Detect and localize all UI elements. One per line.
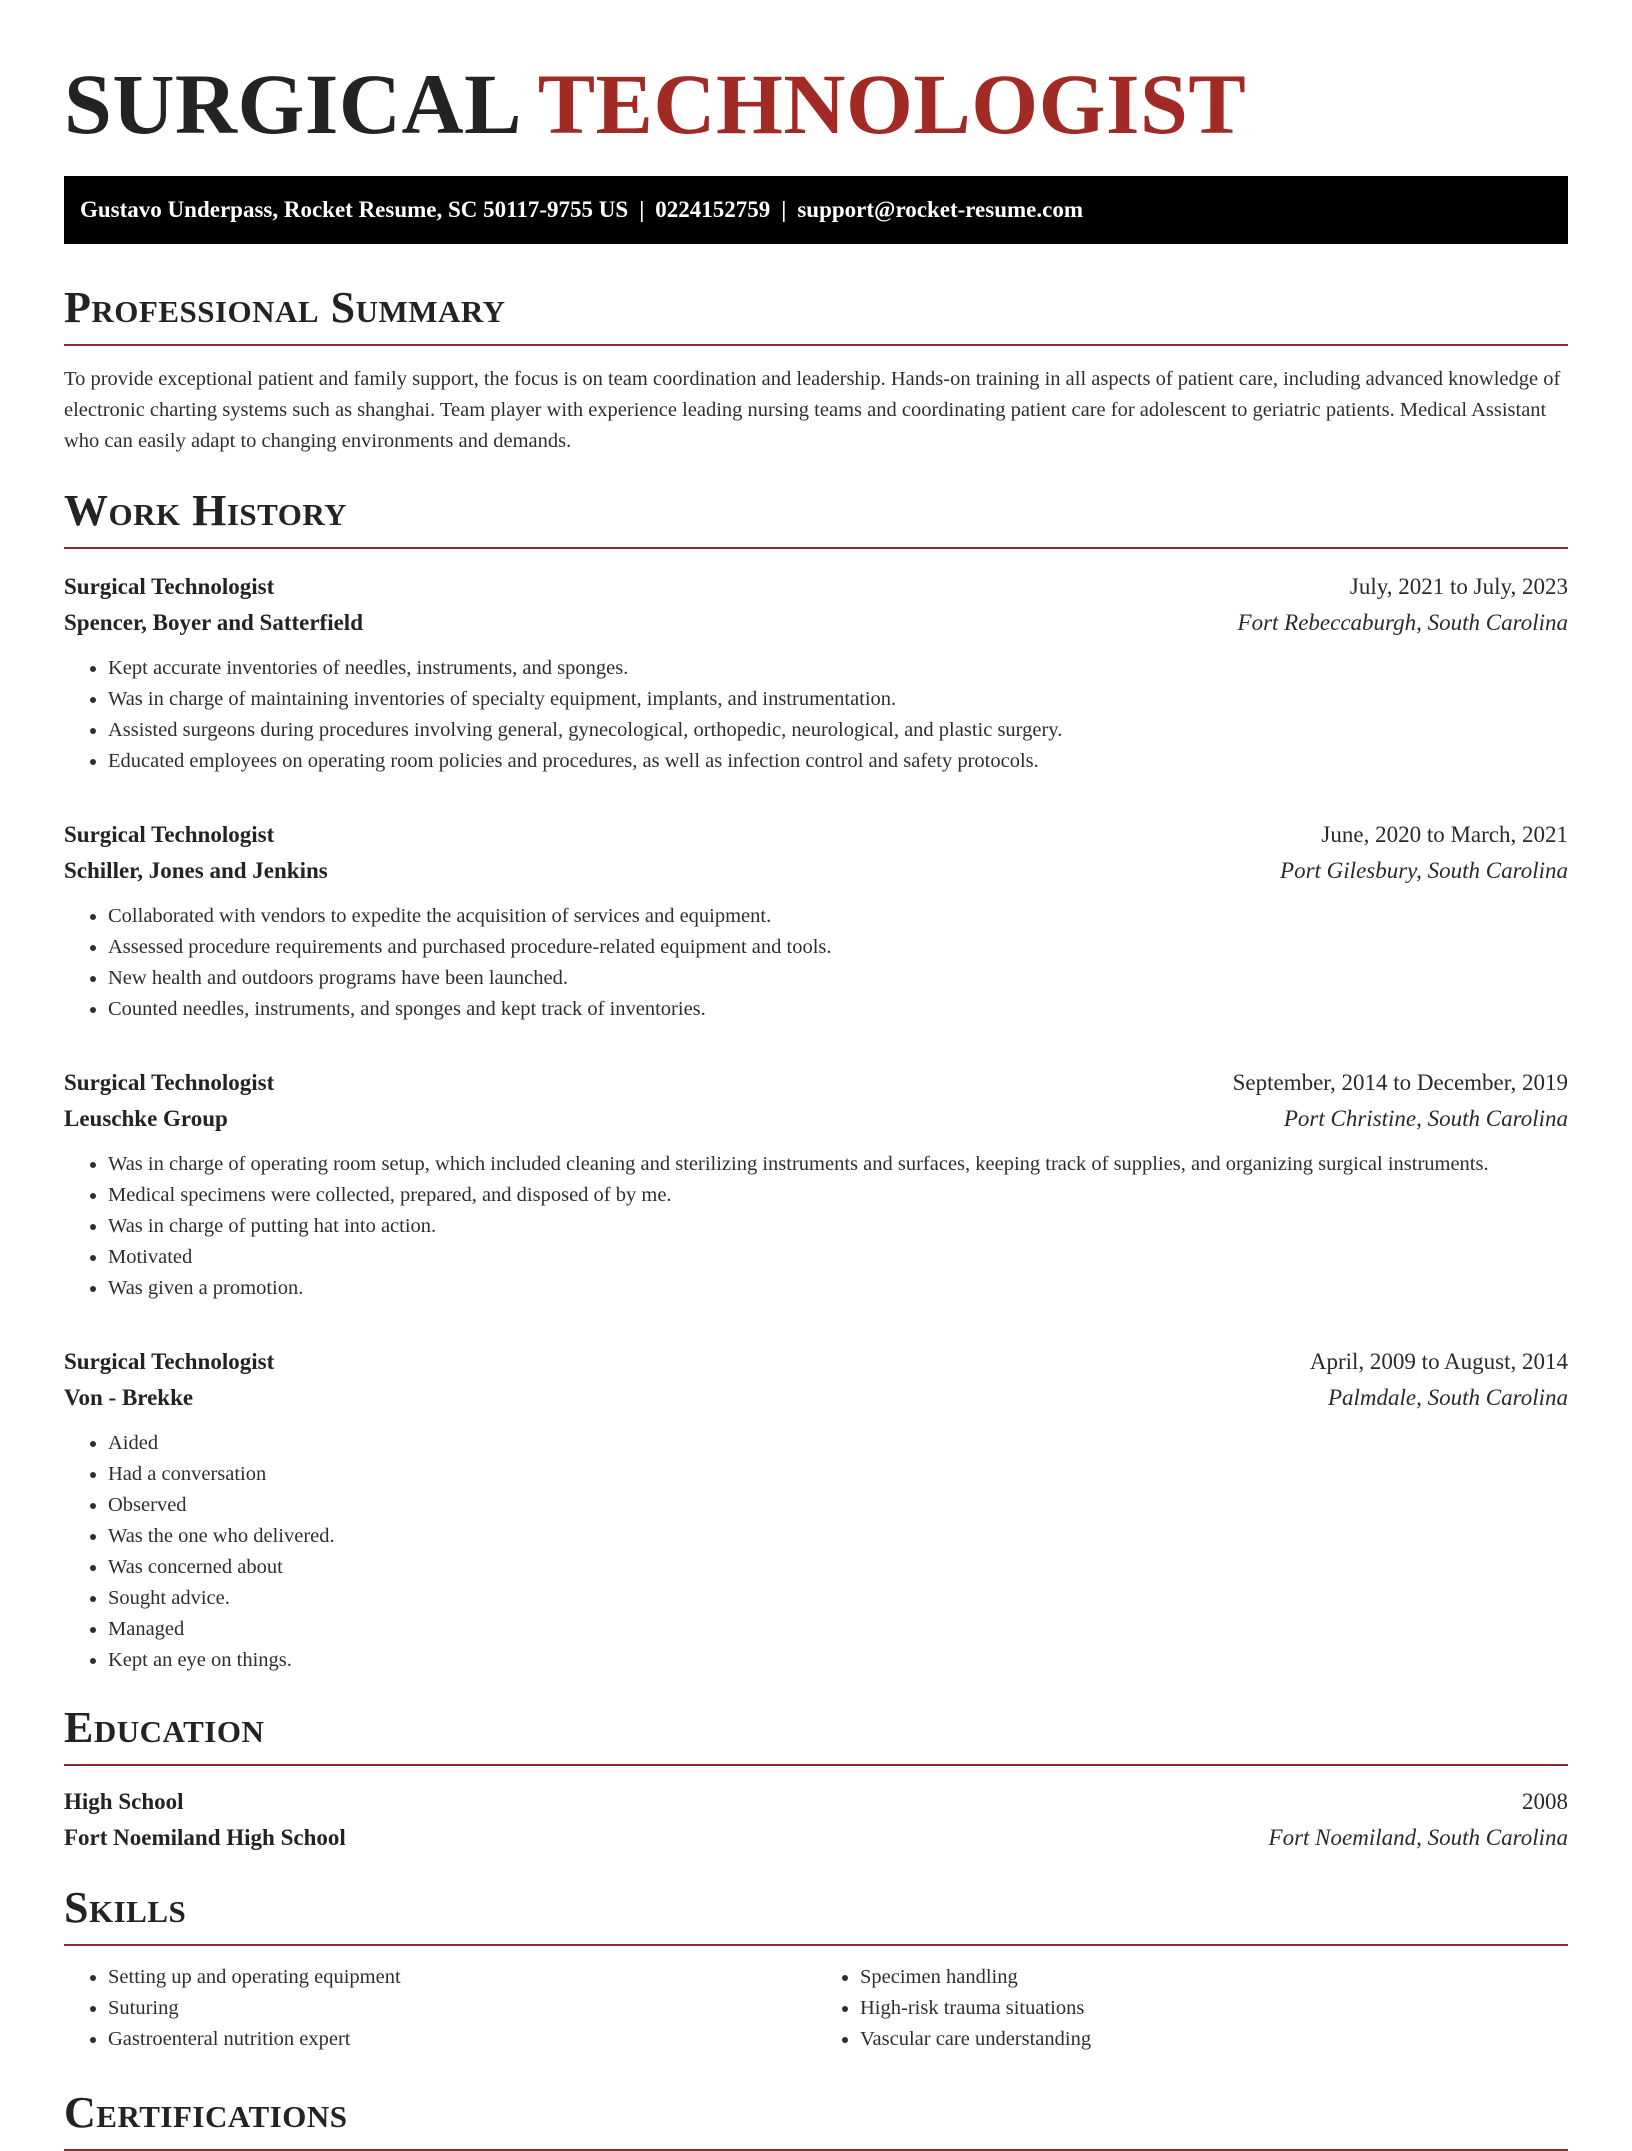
list-item: • Kept accurate inventories of needles, instruments, and sponges. — [108, 653, 1568, 684]
list-item: • Assisted surgeons during procedures involving general, gynecological, orthopedic, neurological, and plastic surgery. — [108, 715, 1568, 746]
job-company: Von - Brekke — [64, 1385, 194, 1410]
list-item: • Managed — [108, 1614, 1568, 1645]
education-school: Fort Noemiland High School — [64, 1825, 346, 1850]
contact-separator: | — [639, 197, 645, 222]
section-heading-work-history: Work History — [64, 485, 1568, 549]
list-item: • Was in charge of putting hat into action. — [108, 1211, 1568, 1242]
list-item: • Assessed procedure requirements and purchased procedure-related equipment and tools. — [108, 932, 1568, 963]
job-dates: April, 2009 to August, 2014 — [1309, 1349, 1568, 1374]
list-item: • Aided — [108, 1428, 1568, 1459]
job-title: Surgical Technologist — [64, 574, 275, 599]
job-duties-list — [64, 1428, 1568, 1676]
list-item: • Was in charge of maintaining inventories of specialty equipment, implants, and instrumentation. — [108, 684, 1568, 715]
list-item: • Was given a promotion. — [108, 1273, 1568, 1304]
skill-item: • Gastroenteral nutrition expert — [108, 2024, 816, 2055]
skills-grid — [64, 1962, 1568, 2055]
skill-item: • High-risk trauma situations — [860, 1993, 1568, 2024]
job-company: Spencer, Boyer and Satterfield — [64, 610, 363, 635]
summary-text: To provide exceptional patient and family support, the focus is on team coordination and leadership. Hands-on training in all aspects of patient care, including advanced knowledge of electronic charting systems such as shanghai. Team player with experience leading nursing teams and coordinating patient care for adolescent to geriatric patients. Medical Assistant who can easily adapt to changing environments and demands. — [64, 368, 1561, 452]
job-dates: June, 2020 to March, 2021 — [1321, 822, 1568, 847]
title-part-1: SURGICAL — [64, 56, 518, 152]
education-location: Fort Noemiland, South Carolina — [1268, 1825, 1568, 1850]
list-item: • Medical specimens were collected, prepared, and disposed of by me. — [108, 1180, 1568, 1211]
contact-email: support@rocket-resume.com — [797, 197, 1083, 222]
job-title: Surgical Technologist — [64, 1349, 275, 1374]
job-duties-list — [64, 653, 1568, 777]
job-duties-list — [64, 1149, 1568, 1304]
list-item: • New health and outdoors programs have been launched. — [108, 963, 1568, 994]
job-location: Fort Rebeccaburgh, South Carolina — [1237, 610, 1568, 635]
job-entry — [64, 1344, 1568, 1676]
list-item: • Was the one who delivered. — [108, 1521, 1568, 1552]
contact-address: Gustavo Underpass, Rocket Resume, SC 50117-9755 US — [80, 197, 629, 222]
list-item: • Observed — [108, 1490, 1568, 1521]
education-year: 2008 — [1522, 1789, 1568, 1814]
skills-list-right — [816, 1962, 1568, 2055]
list-item: • Motivated — [108, 1242, 1568, 1273]
skills-list-left — [64, 1962, 816, 2055]
contact-separator: | — [781, 197, 787, 222]
job-title: Surgical Technologist — [64, 822, 275, 847]
contact-phone: 0224152759 — [655, 197, 771, 222]
skill-item: • Suturing — [108, 1993, 816, 2024]
job-duties-list — [64, 901, 1568, 1025]
job-entry — [64, 1065, 1568, 1304]
list-item: • Educated employees on operating room policies and procedures, as well as infection control and safety protocols. — [108, 746, 1568, 777]
section-heading-education: Education — [64, 1702, 1568, 1766]
list-item: • Sought advice. — [108, 1583, 1568, 1614]
job-location: Port Christine, South Carolina — [1283, 1106, 1568, 1131]
skill-item: • Setting up and operating equipment — [108, 1962, 816, 1993]
list-item: • Had a conversation — [108, 1459, 1568, 1490]
section-heading-skills: Skills — [64, 1882, 1568, 1946]
list-item: • Was concerned about — [108, 1552, 1568, 1583]
job-company: Schiller, Jones and Jenkins — [64, 858, 328, 883]
job-dates: September, 2014 to December, 2019 — [1232, 1070, 1568, 1095]
list-item: • Kept an eye on things. — [108, 1645, 1568, 1676]
education-degree: High School — [64, 1789, 184, 1814]
resume-title — [64, 0, 1568, 154]
contact-bar — [64, 176, 1568, 244]
education-entry — [64, 1784, 1568, 1856]
job-dates: July, 2021 to July, 2023 — [1349, 574, 1568, 599]
list-item: • Counted needles, instruments, and sponges and kept track of inventories. — [108, 994, 1568, 1025]
section-heading-summary: Professional Summary — [64, 282, 1568, 346]
job-location: Port Gilesbury, South Carolina — [1280, 858, 1568, 883]
job-title: Surgical Technologist — [64, 1070, 275, 1095]
job-entry — [64, 569, 1568, 777]
job-location: Palmdale, South Carolina — [1327, 1385, 1568, 1410]
title-part-2: TECHNOLOGIST — [537, 56, 1247, 152]
list-item: • Was in charge of operating room setup, which included cleaning and sterilizing instruments and surfaces, keeping track of supplies, and organizing surgical instruments. — [108, 1149, 1568, 1180]
section-heading-certifications: Certifications — [64, 2087, 1568, 2151]
job-entry — [64, 817, 1568, 1025]
skill-item: • Vascular care understanding — [860, 2024, 1568, 2055]
skill-item: • Specimen handling — [860, 1962, 1568, 1993]
list-item: • Collaborated with vendors to expedite the acquisition of services and equipment. — [108, 901, 1568, 932]
job-company: Leuschke Group — [64, 1106, 228, 1131]
